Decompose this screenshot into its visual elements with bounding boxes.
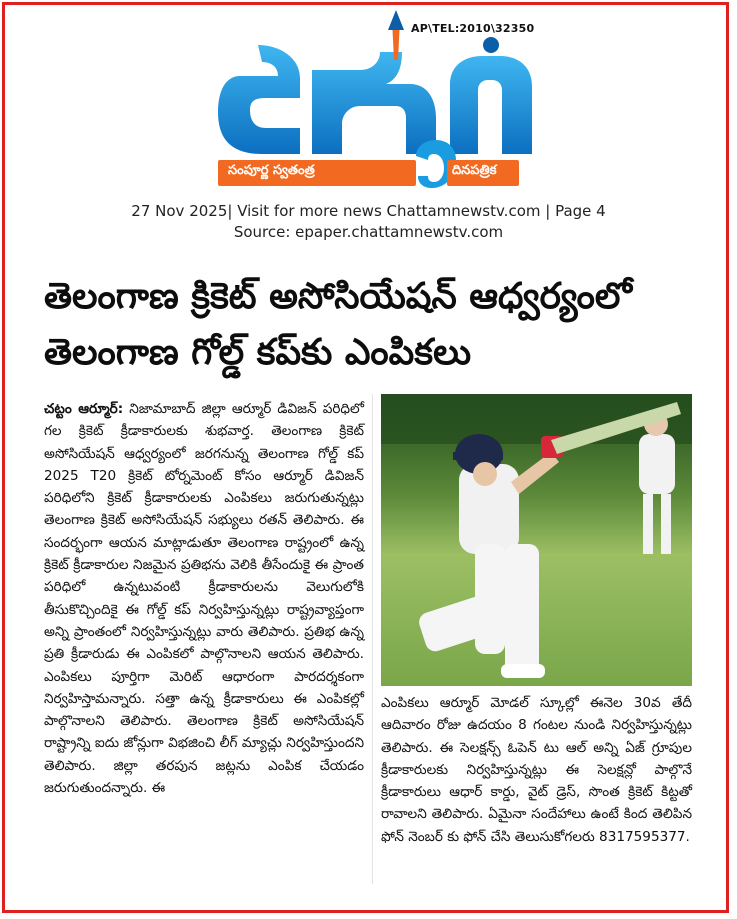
registration-number: AP\TEL:2010\32350 — [411, 22, 535, 35]
headline-line-1: తెలంగాణ క్రికెట్ అసోసియేషన్ ఆధ్వర్యంలో — [44, 276, 632, 317]
article-body-left — [44, 398, 364, 799]
article-body-right: ఎంపికలు ఆర్మూర్ మోడల్ స్కూల్లో ఈనెల 30వ తేదీ ఆదివారం రోజు ఉదయం 8 గంటల నుండి నిర్వహిస్తున్నట్లు తెలిపారు. ఈ సెలక్షన్స్ ఓపెన్ టు ఆల్ అన్ని ఏజ్ గ్రూపుల క్రీడాకారులకు నిర్వహిస్తున్నట్లు ఈ సెలక్షన్లో పాల్గొనే క్రీడాకారులు ఆధార్ కార్డు, వైట్ డ్రెస్, సొంత క్రికెట్ కిట్టతో రావాలని తెలిపారు. ఏమైనా సందేహాలు ఉంటే కింద తెలిపిన ఫోన్ నెంబర్ కు ఫోన్ చేసి తెలుసుకోగలరు 8317595377. — [381, 695, 692, 845]
dateline: చట్టం ఆర్మూర్: — [44, 401, 124, 417]
tagline-right-text: దినపత్రిక — [452, 163, 497, 178]
body-text-left: నిజామాబాద్ జిల్లా ఆర్మూర్ డివిజన్ పరిధిలో గల క్రికెట్ క్రీడాకారులకు శుభవార్త. తెలంగాణ క్రికెట్ అసోసియేషన్ ఆధ్వర్యంలో జరగనున్న తెలంగాణ గోల్డ్ కప్ 2025 T20 క్రికెట్ టోర్నమెంట్ కోసం ఆర్మూర్ డివిజన్ పరిధిలోని క్రికెట్ క్రీడాకారులకు ఎంపికలు జరుగుతున్నట్లు తెలంగాణ క్రికెట్ అసోసియేషన్ సభ్యులు రతన్ తెలిపారు. ఈ సందర్భంగా ఆయన మాట్లాడుతూ తెలంగాణ రాష్ట్రంలో ఉన్న క్రికెట్ క్రీడాకారుల నిజమైన ప్రతిభను వెలికి తీసేందుకై ఈ ప్రాంత పరిధిలో ఉన్నటువంటి క్రీడాకారులను వెలుగులోకి తీసుకొచ్చిందికై ఈ గోల్డ్ కప్ నిర్వహిస్తున్నట్లు రాష్ట్రవ్యాప్తంగా అన్ని ప్రాంతంలో నిర్వహిస్తున్నట్లు వారు తెలిపారు. ప్రతిభ ఉన్న ప్రతి క్రీడారుడు ఈ ఎంపికలో పాల్గొనాలని ఆయన తెలిపారు. ఎంపికలు పూర్తిగా మెరిట్ ఆధారంగా పారదర్శకంగా నిర్వహిస్తామన్నారు. సత్తా ఉన్న క్రీడాకారులు ఈ ఎంపికల్లో పాల్గొనాలని తెలిపారు. తెలంగాణ క్రికెట్ అసోసియేషన్ రాష్ట్రాన్ని ఐదు జోన్లుగా విభజించి లీగ్ మ్యాచ్లు నిర్వహిస్తుందని తెలిపారు. జిల్లా తరపున జట్లను ఎంపిక చేయడం జరుగుతుందన్నారు. ఈ — [44, 401, 365, 797]
date-page-line: 27 Nov 2025| Visit for more news Chattamnewstv.com | Page 4 — [131, 202, 606, 220]
cricket-batsman-photo — [381, 394, 692, 686]
tagline-text: సంపూర్ణ స్వతంత్ర — [228, 163, 315, 178]
column-divider — [372, 394, 373, 884]
headline-line-2: తెలంగాణ గోల్డ్ కప్‌కు ఎంపికలు — [44, 332, 472, 373]
source-line: Source: epaper.chattamnewstv.com — [233, 223, 504, 241]
